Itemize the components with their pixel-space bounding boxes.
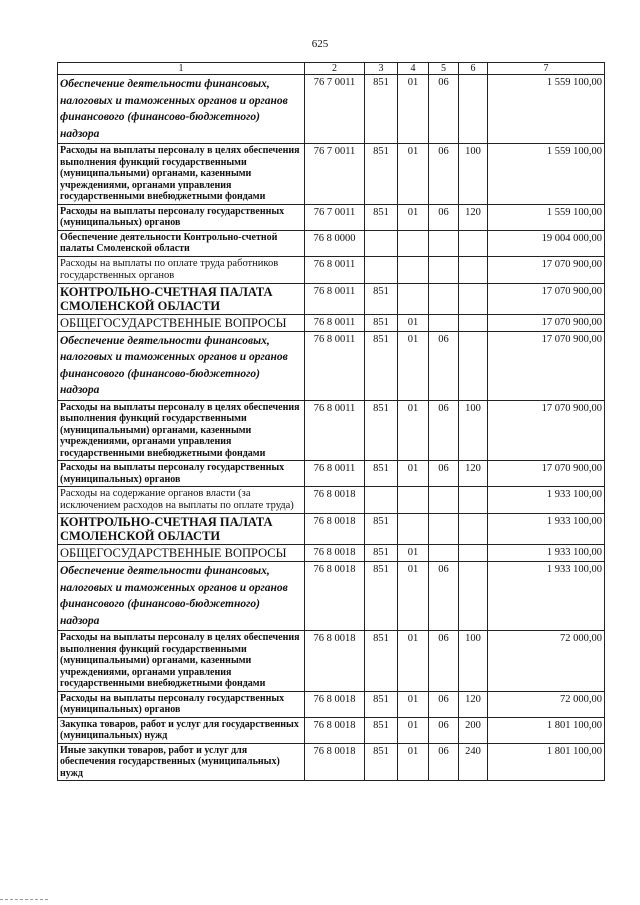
table-row bbox=[58, 461, 605, 487]
header-col-3: 3 bbox=[365, 63, 398, 75]
col-5 bbox=[429, 256, 459, 283]
item-name-text: Закупка товаров, работ и услуг для государственных (муниципальных) нужд bbox=[60, 718, 299, 741]
col-6 bbox=[459, 487, 488, 514]
col-6: 100 bbox=[459, 400, 488, 461]
col-6: 100 bbox=[459, 144, 488, 205]
col-3: 851 bbox=[365, 400, 398, 461]
table-row bbox=[58, 256, 605, 283]
target-code: 76 8 0018 bbox=[305, 514, 365, 545]
item-name bbox=[58, 256, 305, 283]
col-5 bbox=[429, 314, 459, 331]
item-name bbox=[58, 717, 305, 743]
col-4: 01 bbox=[398, 691, 429, 717]
item-name-text: Обеспечение деятельности финансовых, налоговых и таможенных органов и органов финансового (финансово-бюджетного) надзора bbox=[60, 565, 288, 627]
item-name-text: Обеспечение деятельности финансовых, налоговых и таможенных органов и органов финансового (финансово-бюджетного) надзора bbox=[60, 334, 288, 396]
col-4: 01 bbox=[398, 331, 429, 400]
col-4 bbox=[398, 283, 429, 314]
header-col-4: 4 bbox=[398, 63, 429, 75]
target-code: 76 8 0018 bbox=[305, 717, 365, 743]
item-name bbox=[58, 314, 305, 331]
col-5: 06 bbox=[429, 691, 459, 717]
budget-table bbox=[57, 62, 605, 781]
item-name bbox=[58, 283, 305, 314]
col-4: 01 bbox=[398, 314, 429, 331]
amount: 17 070 900,00 bbox=[488, 314, 605, 331]
header-col-2: 2 bbox=[305, 63, 365, 75]
target-code: 76 7 0011 bbox=[305, 204, 365, 230]
col-6: 100 bbox=[459, 631, 488, 692]
col-3: 851 bbox=[365, 691, 398, 717]
target-code: 76 8 0011 bbox=[305, 461, 365, 487]
col-5: 06 bbox=[429, 631, 459, 692]
col-3: 851 bbox=[365, 204, 398, 230]
col-4: 01 bbox=[398, 743, 429, 781]
item-name-text: Расходы на выплаты персоналу в целях обеспечения выполнения функций государственными (муниципальными) органами, казенными учреждениями, органами управления государственными внебюджетными фондами bbox=[60, 401, 300, 459]
table-row bbox=[58, 514, 605, 545]
item-name-text: ОБЩЕГОСУДАРСТВЕННЫЕ ВОПРОСЫ bbox=[60, 546, 287, 560]
amount: 72 000,00 bbox=[488, 691, 605, 717]
target-code: 76 8 0018 bbox=[305, 743, 365, 781]
table-row bbox=[58, 230, 605, 256]
col-6 bbox=[459, 75, 488, 144]
col-6 bbox=[459, 331, 488, 400]
item-name bbox=[58, 461, 305, 487]
col-5: 06 bbox=[429, 144, 459, 205]
col-4 bbox=[398, 514, 429, 545]
item-name bbox=[58, 514, 305, 545]
item-name-text: Расходы на выплаты персоналу государственных (муниципальных) органов bbox=[60, 205, 285, 228]
col-3 bbox=[365, 256, 398, 283]
col-6 bbox=[459, 562, 488, 631]
col-5 bbox=[429, 545, 459, 562]
item-name bbox=[58, 331, 305, 400]
table-row bbox=[58, 331, 605, 400]
col-5: 06 bbox=[429, 400, 459, 461]
item-name-text: Расходы на выплаты персоналу государственных (муниципальных) органов bbox=[60, 692, 285, 715]
header-col-5: 5 bbox=[429, 63, 459, 75]
col-6 bbox=[459, 314, 488, 331]
col-6 bbox=[459, 230, 488, 256]
col-4: 01 bbox=[398, 545, 429, 562]
target-code: 76 7 0011 bbox=[305, 144, 365, 205]
col-4: 01 bbox=[398, 75, 429, 144]
item-name-text: Обеспечение деятельности Контрольно-счетной палаты Смоленской области bbox=[60, 231, 278, 254]
amount: 17 070 900,00 bbox=[488, 256, 605, 283]
table-row bbox=[58, 631, 605, 692]
item-name-text: Иные закупки товаров, работ и услуг для обеспечения государственных (муниципальных) нужд bbox=[60, 744, 280, 779]
col-4 bbox=[398, 230, 429, 256]
col-3: 851 bbox=[365, 743, 398, 781]
col-4: 01 bbox=[398, 144, 429, 205]
header-col-6: 6 bbox=[459, 63, 488, 75]
col-3: 851 bbox=[365, 331, 398, 400]
item-name-text: Расходы на выплаты персоналу в целях обеспечения выполнения функций государственными (муниципальными) органами, казенными учреждениями, органами управления государственными внебюджетными фондами bbox=[60, 145, 300, 202]
col-5: 06 bbox=[429, 562, 459, 631]
amount: 1 933 100,00 bbox=[488, 487, 605, 514]
target-code: 76 8 0018 bbox=[305, 487, 365, 514]
header-row bbox=[58, 63, 605, 75]
col-5: 06 bbox=[429, 743, 459, 781]
table-row bbox=[58, 562, 605, 631]
amount: 1 933 100,00 bbox=[488, 562, 605, 631]
target-code: 76 8 0011 bbox=[305, 283, 365, 314]
col-6: 120 bbox=[459, 691, 488, 717]
target-code: 76 8 0018 bbox=[305, 691, 365, 717]
item-name-text: КОНТРОЛЬНО-СЧЕТНАЯ ПАЛАТА СМОЛЕНСКОЙ ОБЛАСТИ bbox=[60, 284, 273, 313]
item-name-text: ОБЩЕГОСУДАРСТВЕННЫЕ ВОПРОСЫ bbox=[60, 315, 287, 330]
col-5 bbox=[429, 487, 459, 514]
table-row bbox=[58, 743, 605, 781]
item-name bbox=[58, 400, 305, 461]
col-3: 851 bbox=[365, 283, 398, 314]
table-row bbox=[58, 487, 605, 514]
col-6: 200 bbox=[459, 717, 488, 743]
col-6 bbox=[459, 256, 488, 283]
target-code: 76 7 0011 bbox=[305, 75, 365, 144]
col-3: 851 bbox=[365, 144, 398, 205]
header-col-7: 7 bbox=[488, 63, 605, 75]
amount: 1 559 100,00 bbox=[488, 204, 605, 230]
table-row bbox=[58, 717, 605, 743]
item-name-text: Обеспечение деятельности финансовых, налоговых и таможенных органов и органов финансового (финансово-бюджетного) надзора bbox=[60, 78, 288, 140]
col-5: 06 bbox=[429, 75, 459, 144]
target-code: 76 8 0011 bbox=[305, 331, 365, 400]
target-code: 76 8 0018 bbox=[305, 562, 365, 631]
col-3: 851 bbox=[365, 545, 398, 562]
page-number: 625 bbox=[311, 38, 329, 50]
table-row bbox=[58, 400, 605, 461]
target-code: 76 8 0018 bbox=[305, 545, 365, 562]
item-name-text: Расходы на выплаты персоналу государственных (муниципальных) органов bbox=[60, 462, 285, 485]
col-4 bbox=[398, 256, 429, 283]
col-5 bbox=[429, 514, 459, 545]
table-body bbox=[58, 75, 605, 781]
col-3: 851 bbox=[365, 717, 398, 743]
col-5 bbox=[429, 230, 459, 256]
col-3: 851 bbox=[365, 631, 398, 692]
col-4: 01 bbox=[398, 204, 429, 230]
table-row bbox=[58, 144, 605, 205]
col-5: 06 bbox=[429, 717, 459, 743]
table-row bbox=[58, 314, 605, 331]
amount: 1 559 100,00 bbox=[488, 75, 605, 144]
col-5: 06 bbox=[429, 204, 459, 230]
col-5: 06 bbox=[429, 461, 459, 487]
col-4: 01 bbox=[398, 631, 429, 692]
target-code: 76 8 0011 bbox=[305, 400, 365, 461]
target-code: 76 8 0018 bbox=[305, 631, 365, 692]
col-3: 851 bbox=[365, 562, 398, 631]
item-name bbox=[58, 144, 305, 205]
item-name-text: КОНТРОЛЬНО-СЧЕТНАЯ ПАЛАТА СМОЛЕНСКОЙ ОБЛАСТИ bbox=[60, 515, 273, 543]
item-name bbox=[58, 743, 305, 781]
col-4: 01 bbox=[398, 461, 429, 487]
col-3: 851 bbox=[365, 514, 398, 545]
target-code: 76 8 0011 bbox=[305, 256, 365, 283]
col-4 bbox=[398, 487, 429, 514]
table-row bbox=[58, 204, 605, 230]
col-6 bbox=[459, 283, 488, 314]
amount: 17 070 900,00 bbox=[488, 461, 605, 487]
item-name bbox=[58, 562, 305, 631]
item-name-text: Расходы на содержание органов власти (за исключением расходов на выплаты по оплате труда) bbox=[60, 488, 294, 511]
amount: 1 801 100,00 bbox=[488, 743, 605, 781]
amount: 1 801 100,00 bbox=[488, 717, 605, 743]
item-name-text: Расходы на выплаты персоналу в целях обеспечения выполнения функций государственными (муниципальными) органами, казенными учреждениями, органами управления государственными внебюджетными фондами bbox=[60, 632, 300, 689]
col-4: 01 bbox=[398, 400, 429, 461]
item-name bbox=[58, 75, 305, 144]
item-name-text: Расходы на выплаты по оплате труда работников государственных органов bbox=[60, 257, 279, 281]
header-col-1: 1 bbox=[58, 63, 305, 75]
amount: 17 070 900,00 bbox=[488, 400, 605, 461]
col-6: 240 bbox=[459, 743, 488, 781]
amount: 72 000,00 bbox=[488, 631, 605, 692]
item-name bbox=[58, 631, 305, 692]
amount: 1 559 100,00 bbox=[488, 144, 605, 205]
col-3 bbox=[365, 230, 398, 256]
table-row bbox=[58, 75, 605, 144]
col-3: 851 bbox=[365, 75, 398, 144]
col-6: 120 bbox=[459, 204, 488, 230]
col-5 bbox=[429, 283, 459, 314]
amount: 17 070 900,00 bbox=[488, 283, 605, 314]
col-5: 06 bbox=[429, 331, 459, 400]
col-3: 851 bbox=[365, 461, 398, 487]
table-header bbox=[58, 63, 605, 75]
table-row bbox=[58, 283, 605, 314]
amount: 19 004 000,00 bbox=[488, 230, 605, 256]
col-3 bbox=[365, 487, 398, 514]
amount: 1 933 100,00 bbox=[488, 545, 605, 562]
table-row bbox=[58, 545, 605, 562]
col-4: 01 bbox=[398, 717, 429, 743]
col-4: 01 bbox=[398, 562, 429, 631]
item-name bbox=[58, 204, 305, 230]
scan-edge-mark bbox=[0, 899, 48, 901]
col-6 bbox=[459, 514, 488, 545]
amount: 1 933 100,00 bbox=[488, 514, 605, 545]
item-name bbox=[58, 691, 305, 717]
col-3: 851 bbox=[365, 314, 398, 331]
col-6: 120 bbox=[459, 461, 488, 487]
table-row bbox=[58, 691, 605, 717]
item-name bbox=[58, 230, 305, 256]
target-code: 76 8 0011 bbox=[305, 314, 365, 331]
target-code: 76 8 0000 bbox=[305, 230, 365, 256]
col-6 bbox=[459, 545, 488, 562]
item-name bbox=[58, 487, 305, 514]
item-name bbox=[58, 545, 305, 562]
amount: 17 070 900,00 bbox=[488, 331, 605, 400]
